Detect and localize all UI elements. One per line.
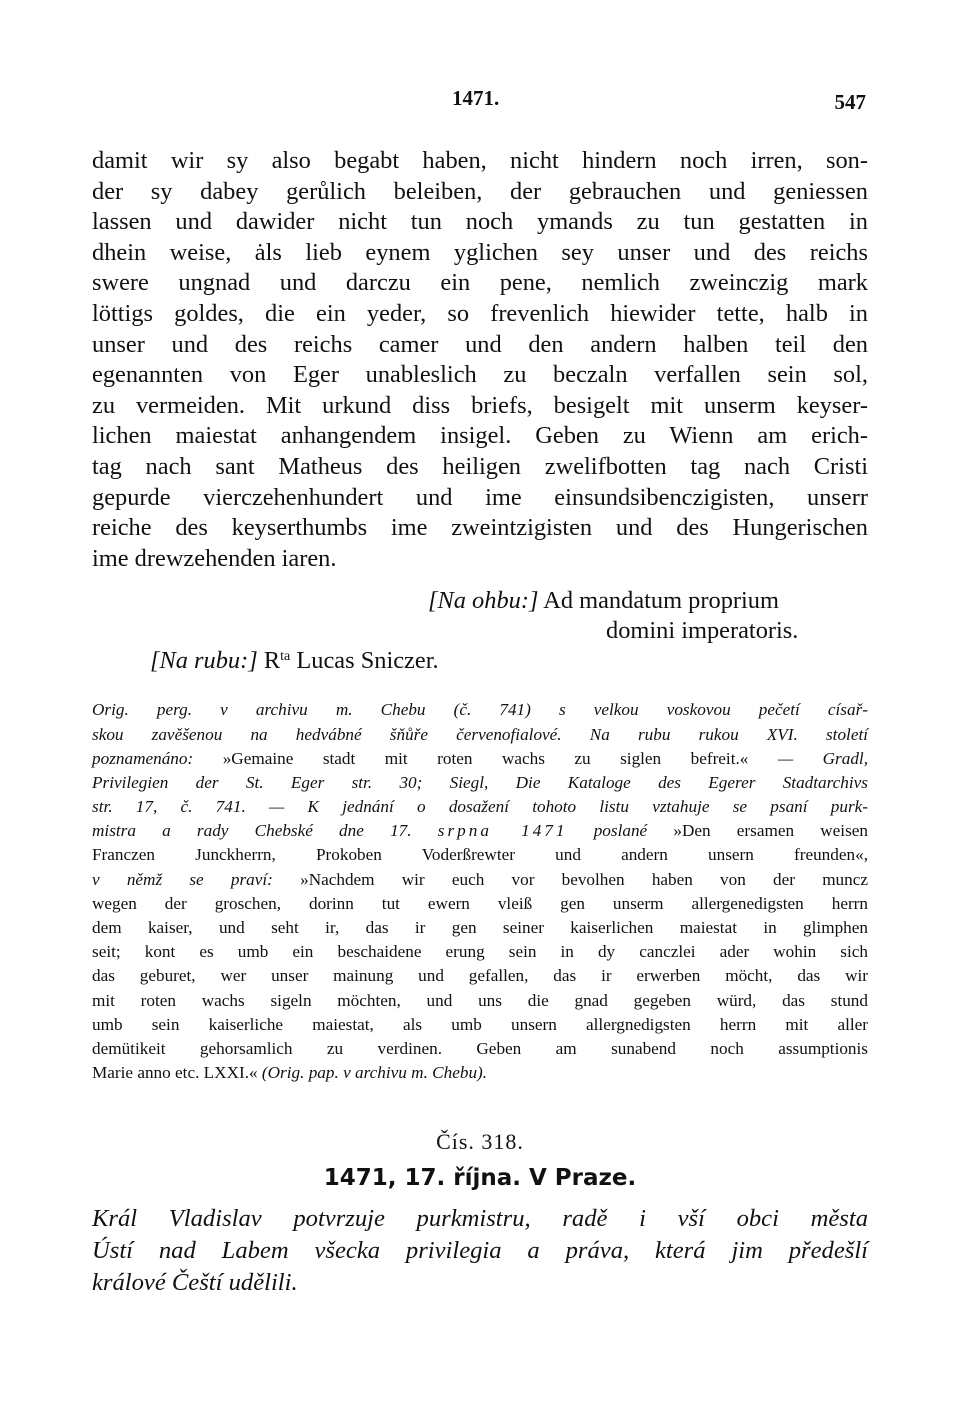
- note-italic: poslané: [593, 821, 648, 841]
- note-italic: poznamenáno:: [92, 748, 194, 768]
- note-quote: »Den ersamen weisen: [673, 821, 868, 841]
- verso-note-continued: domini imperatoris.: [606, 617, 799, 645]
- running-header-year: 1471.: [452, 86, 500, 110]
- verso-text: Ad mandatum proprium: [543, 587, 779, 615]
- verso-label: [Na ohbu:]: [428, 587, 539, 615]
- note-line: [92, 868, 868, 892]
- note-line: umb sein kaiserliche maiestat, als umb unsern allergnedigsten herrn mit aller: [92, 1014, 868, 1034]
- text-line: lichen maiestat anhangendem insigel. Geben zu Wienn am erich-: [92, 422, 868, 450]
- recto-r: R: [263, 647, 281, 675]
- page-header: [92, 78, 868, 118]
- note-line: demütikeit gehorsamlich zu verdinen. Geben am sunabend noch assumptionis: [92, 1038, 868, 1058]
- text-line: der sy dabey gerůlich beleiben, der gebrauchen und geniessen: [92, 177, 868, 205]
- note-quote: »Gemaine stadt mit roten wachs zu siglen befreit.«: [222, 748, 749, 768]
- verso-note: [428, 586, 779, 616]
- note-line: [92, 1061, 868, 1085]
- note-line: seit; kont es umb ein beschaidene erung sein in dy canczlei ader wohin sich: [92, 942, 868, 962]
- text-line: swere ungnad und darczu ein pene, nemlich zweinczig mark: [92, 269, 868, 297]
- note-line: Privilegien der St. Eger str. 30; Siegl, Die Kataloge des Egerer Stadtarchivs: [92, 772, 868, 792]
- regest-line: Král Vladislav potvrzuje purkmistru, radě i vší obci města: [92, 1205, 868, 1233]
- document-page: [92, 78, 868, 1299]
- recto-note: [150, 646, 439, 676]
- note-italic: v němž se praví:: [92, 869, 273, 889]
- note-quote: Marie anno etc. LXXI.«: [92, 1063, 258, 1083]
- note-line: Franczen Junckherrn, Prokoben Voderßrewter und andern unsern freunden«,: [92, 845, 868, 865]
- document-date-place: 1471, 17. října. V Praze.: [323, 1165, 637, 1192]
- text-line: unser und des reichs camer und den andern halben teil den: [92, 330, 868, 358]
- note-italic: — Gradl,: [748, 748, 868, 768]
- regest-line: králové Čeští udělili.: [92, 1269, 298, 1297]
- note-line: das geburet, wer unser mainung und gefallen, das ir erwerben möcht, das wir: [92, 966, 868, 986]
- text-line: gepurde vierczehenhundert und ime einsundsibenczigisten, unserr: [92, 483, 868, 511]
- charter-text: [92, 146, 868, 574]
- note-italic: (Orig. pap. v archivu m. Chebu).: [261, 1063, 488, 1083]
- note-line: Orig. perg. v archivu m. Chebu (č. 741) s velkou voskovou pečetí císař-: [92, 700, 868, 720]
- recto-label: [Na rubu:]: [150, 647, 258, 675]
- signature-block: [92, 574, 868, 674]
- text-line: damit wir sy also begabt haben, nicht hindern noch irren, son-: [92, 147, 868, 174]
- text-line: dhein weise, ȧls lieb eynem yglichen sey unser und des reichs: [92, 238, 868, 266]
- note-quote: »Nachdem wir euch vor bevolhen haben von der muncz: [300, 869, 869, 889]
- document-number: Čís. 318.: [436, 1129, 524, 1155]
- note-line: wegen der groschen, dorinn tut ewern vleiß gen unserm allergenedigsten herrn: [92, 893, 868, 913]
- note-line: str. 17, č. 741. — K jednání o dosažení tohoto listu vztahuje se psaní purk-: [92, 797, 868, 817]
- note-spaced-date: srpna 1471: [437, 821, 568, 841]
- text-line: egenannten von Eger unableslich zu beczaln verfallen sein sol,: [92, 361, 868, 389]
- note-italic: mistra a rady Chebské dne 17.: [92, 821, 412, 841]
- note-line: skou zavěšenou na hedvábné šňůře červenofialové. Na rubu rukou XVI. století: [92, 724, 868, 744]
- note-line: [92, 747, 868, 771]
- text-line: löttigs goldes, die ein yeder, so frevenlich hiewider tette, halb in: [92, 299, 868, 327]
- recto-name: Lucas Sniczer.: [296, 647, 439, 675]
- text-line: tag nach sant Matheus des heiligen zwelifbotten tag nach Cristi: [92, 452, 868, 480]
- text-line: lassen und dawider nicht tun noch ymands zu tun gestatten in: [92, 208, 868, 236]
- recto-superscript: ta: [280, 649, 291, 665]
- regest-line: Ústí nad Labem všecka privilegia a práva, která jim předešlí: [92, 1237, 868, 1265]
- editorial-notes: [92, 698, 868, 1085]
- note-line: mit roten wachs sigeln möchten, und uns die gnad gegeben würd, das stund: [92, 990, 868, 1010]
- regest: [92, 1203, 868, 1299]
- note-line: dem kaiser, und seht ir, das ir gen seiner kaiserlichen maiestat in glimphen: [92, 918, 868, 937]
- text-line: zu vermeiden. Mit urkund diss briefs, besigelt mit unserm keyser-: [92, 391, 868, 419]
- text-line: ime drewzehenden iaren.: [92, 544, 337, 572]
- page-number: 547: [834, 90, 866, 114]
- text-line: reiche des keyserthumbs ime zweintzigisten und des Hungerischen: [92, 514, 868, 542]
- note-line: [92, 819, 868, 843]
